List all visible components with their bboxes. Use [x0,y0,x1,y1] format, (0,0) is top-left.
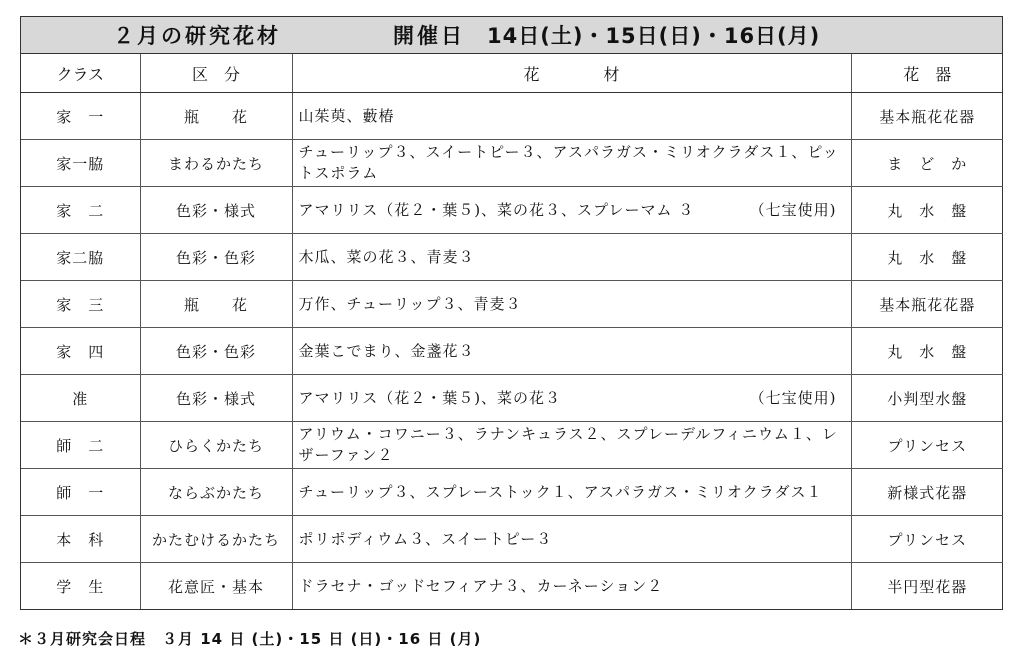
row-vessel: 新様式花器 [851,469,1003,516]
header-class: クラス [21,54,140,93]
row-class: 師 二 [21,422,140,469]
row-materials-cell [292,234,851,281]
row-vessel: 基本瓶花花器 [851,281,1003,328]
row-class: 家二脇 [21,234,140,281]
row-class: 家一脇 [21,140,140,187]
table-header [21,54,1003,93]
row-vessel: 丸 水 盤 [851,234,1003,281]
row-materials-cell [292,375,851,422]
row-materials-cell [292,328,851,375]
row-category: 瓶 花 [140,93,292,140]
row-materials-cell [292,93,851,140]
row-category: 色彩・様式 [140,187,292,234]
banner-dates: 14日(土)・15日(日)・16日(月) [487,24,821,48]
next-meeting-footnote: ＊３月研究会日程 ３月 14 日 (土)・15 日 (日)・16 日 (月) [18,630,482,648]
row-materials: チューリップ３、スプレーストック１、アスパラガス・ミリオクラダス１ [298,482,823,501]
row-class: 家 二 [21,187,140,234]
row-materials: 金葉こでまり、金盞花３ [298,341,475,360]
schedule-sheet [20,16,1003,610]
table-row [21,140,1003,187]
row-materials-cell [292,469,851,516]
row-materials: アリウム・コワニー３、ラナンキュラス２、スプレーデルフィニウム１、レザーファン２ [298,425,838,464]
table-row [21,234,1003,281]
row-class: 学 生 [21,563,140,610]
row-class: 家 四 [21,328,140,375]
row-category: まわるかたち [140,140,292,187]
table-row [21,187,1003,234]
table-row [21,422,1003,469]
header-category: 区 分 [140,54,292,93]
row-class: 家 一 [21,93,140,140]
row-materials-cell [292,140,851,187]
row-category: ならぶかたち [140,469,292,516]
row-materials: アマリリス（花２・葉５)、菜の花３、スプレーマム ３ [298,200,695,219]
row-materials-cell [292,187,851,234]
table-row [21,469,1003,516]
row-materials: チューリップ３、スイートピー３、アスパラガス・ミリオクラダス１、ピットスポラム [298,143,839,182]
row-class: 家 三 [21,281,140,328]
row-materials-cell [292,516,851,563]
row-category: 色彩・色彩 [140,234,292,281]
row-vessel: 基本瓶花花器 [851,93,1003,140]
table-body [21,93,1003,610]
banner-date-label: 開催日 [393,24,465,48]
table-row [21,516,1003,563]
row-category: 瓶 花 [140,281,292,328]
row-materials: ポリポディウム３、スイートピー３ [298,529,553,548]
row-vessel: 小判型水盤 [851,375,1003,422]
table-row [21,281,1003,328]
row-materials: 万作、チューリップ３、青麦３ [298,294,522,313]
table-row [21,563,1003,610]
row-category: 色彩・様式 [140,375,292,422]
row-vessel: ま ど か [851,140,1003,187]
title-banner [21,17,1002,54]
row-note: （七宝使用) [749,388,837,407]
table-row [21,375,1003,422]
row-class: 師 一 [21,469,140,516]
header-vessel: 花 器 [851,54,1003,93]
row-materials-cell [292,281,851,328]
row-category: 花意匠・基本 [140,563,292,610]
row-category: ひらくかたち [140,422,292,469]
table-row [21,93,1003,140]
table-row [21,328,1003,375]
row-vessel: プリンセス [851,516,1003,563]
row-materials: ドラセナ・ゴッドセフィアナ３、カーネーション２ [298,576,664,595]
row-vessel: 丸 水 盤 [851,328,1003,375]
row-materials: アマリリス（花２・葉５)、菜の花３ [298,388,562,407]
materials-table [21,54,1003,609]
row-note: （七宝使用) [749,200,837,219]
header-materials: 花 材 [292,54,851,93]
row-vessel: 丸 水 盤 [851,187,1003,234]
row-vessel: プリンセス [851,422,1003,469]
row-materials-cell [292,563,851,610]
row-class: 本 科 [21,516,140,563]
banner-title: ２月の研究花材 [113,24,281,48]
row-category: 色彩・色彩 [140,328,292,375]
row-materials-cell [292,422,851,469]
row-vessel: 半円型花器 [887,577,968,596]
row-class: 准 [21,375,140,422]
row-category: かたむけるかたち [140,516,292,563]
row-materials: 山茱萸、藪椿 [298,106,395,125]
row-materials: 木瓜、菜の花３、青麦３ [298,247,475,266]
